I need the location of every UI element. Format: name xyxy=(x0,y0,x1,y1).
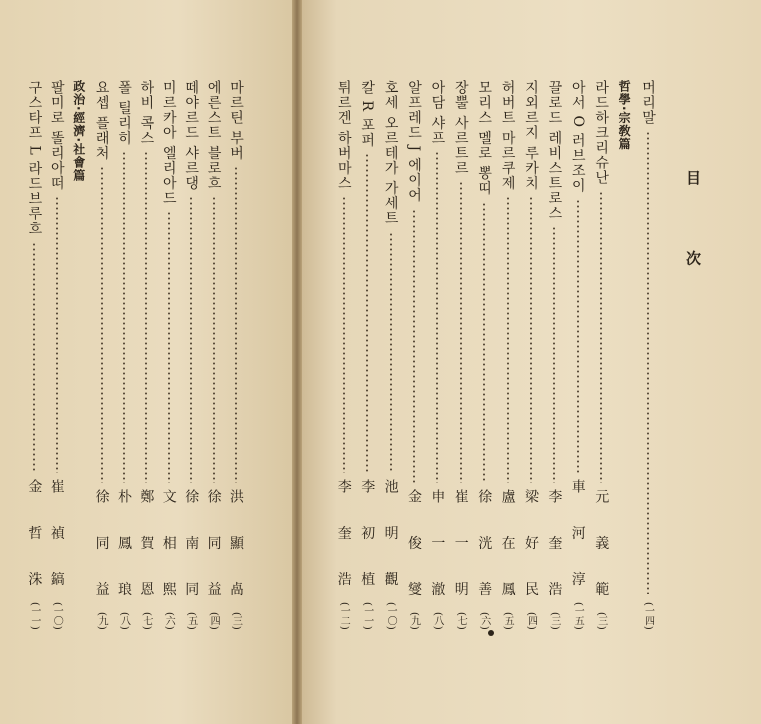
section-title: 政治·經濟·社會篇 xyxy=(71,80,86,183)
dot-leader xyxy=(343,196,345,473)
entry-title: 라드하크리슈난 xyxy=(593,80,610,185)
toc-entry xyxy=(334,80,354,630)
book-gutter xyxy=(292,0,302,724)
toc-entry xyxy=(591,80,611,630)
entry-author: 李 初 植 xyxy=(359,479,376,601)
dot-leader xyxy=(123,151,125,483)
entry-page-number: (三) xyxy=(548,612,560,630)
entry-title: 미르카아 엘리아드 xyxy=(160,80,177,206)
entry-page-number: (七) xyxy=(455,612,467,630)
entry-title: 아담 샤프 xyxy=(429,80,446,146)
entry-page-number: (一一) xyxy=(28,602,40,630)
entry-author: 徐 南 同 xyxy=(183,489,200,611)
entry-page-number: (三) xyxy=(230,612,242,630)
entry-title: 팔미로 똘리아떠 xyxy=(48,80,65,191)
entry-author: 申 一 澈 xyxy=(429,489,446,611)
entry-title: 허버트 마르쿠제 xyxy=(499,80,516,191)
entry-author: 金 俊 燮 xyxy=(406,489,422,611)
entry-author: 徐 洸 善 xyxy=(476,489,493,611)
dot-leader xyxy=(530,196,532,483)
toc-entry xyxy=(498,80,518,630)
dot-leader xyxy=(145,151,147,483)
entry-author: 崔 一 明 xyxy=(452,489,469,611)
entry-page-number: (九) xyxy=(96,612,108,630)
entry-author: 洪 顯 卨 xyxy=(228,489,244,611)
entry-title: 아서 O 러브조이 xyxy=(569,80,586,194)
toc-entry xyxy=(204,80,224,630)
entry-title: 튀르겐 하버마스 xyxy=(335,80,352,191)
entry-title: 하비 콕스 xyxy=(138,80,155,146)
entry-title: 끌로드 레비스트로스 xyxy=(546,80,563,221)
entry-author: 池 明 觀 xyxy=(382,479,399,601)
entry-page-number: (一一) xyxy=(361,602,373,630)
dot-leader xyxy=(483,202,485,483)
dot-leader xyxy=(413,209,415,484)
toc-entry xyxy=(24,80,44,630)
entry-page-number: (一〇) xyxy=(51,602,63,630)
toc-entry xyxy=(381,80,401,630)
toc-entry xyxy=(357,80,377,630)
dot-leader xyxy=(56,196,58,473)
entry-title: 칼 R 포퍼 xyxy=(359,80,376,148)
entry-title: 지외르지 루카치 xyxy=(523,80,539,191)
dot-leader xyxy=(213,196,215,483)
toc-entry xyxy=(521,80,541,630)
toc-entry xyxy=(226,80,246,630)
toc-entry xyxy=(544,80,564,630)
entry-title: 마르틴 부버 xyxy=(228,80,244,161)
toc-entry xyxy=(474,80,494,630)
entry-page-number: (一〇) xyxy=(385,602,397,630)
entry-title: 장뿔 사르트르 xyxy=(452,80,469,176)
dot-leader xyxy=(436,151,438,483)
toc-entry xyxy=(427,80,447,630)
dot-leader xyxy=(190,196,192,483)
entry-author: 盧 在 鳳 xyxy=(499,489,516,611)
entry-author: 徐 同 益 xyxy=(93,489,110,611)
dot-leader xyxy=(553,226,555,483)
toc-entry xyxy=(159,80,179,630)
entry-author: 鄭 賀 恩 xyxy=(138,489,155,611)
entry-author: 梁 好 民 xyxy=(523,489,539,611)
entry-page-number: (一五) xyxy=(572,602,584,630)
entry-author: 元 義 範 xyxy=(593,489,610,611)
dot-leader xyxy=(507,196,509,483)
toc-entry xyxy=(114,80,134,630)
entry-title: 에른스트 블로흐 xyxy=(205,80,222,191)
entry-page-number: (一二) xyxy=(338,602,350,630)
toc-entry xyxy=(181,80,201,630)
dot-leader xyxy=(577,199,579,473)
entry-page-number: (一四) xyxy=(642,602,654,630)
entry-page-number: (三) xyxy=(595,612,607,630)
entry-title: 구스타프 L 라드브루흐 xyxy=(26,80,43,237)
entry-title: 떼야르드 샤르댕 xyxy=(183,80,200,191)
toc-entry xyxy=(136,80,156,630)
entry-page-number: (七) xyxy=(140,612,152,630)
dot-leader xyxy=(460,181,462,483)
dot-leader xyxy=(101,166,103,483)
entry-author: 文 相 熙 xyxy=(160,489,177,611)
entry-title: 머리말 xyxy=(640,80,656,125)
dot-leader xyxy=(366,153,368,473)
dot-leader xyxy=(600,191,602,483)
entry-page-number: (六) xyxy=(163,612,175,630)
entry-title: 폴 틸리히 xyxy=(116,80,132,146)
toc-entry xyxy=(404,80,424,630)
entry-author: 李 奎 浩 xyxy=(546,489,563,611)
entry-page-number: (六) xyxy=(478,612,490,630)
dot-leader xyxy=(235,166,237,483)
toc-entry xyxy=(47,80,67,630)
toc-heading: 目 次 xyxy=(684,170,702,296)
toc-entry xyxy=(451,80,471,630)
toc-entry xyxy=(638,80,658,630)
dot-leader xyxy=(390,232,392,473)
dot-leader xyxy=(33,242,35,473)
entry-author: 崔 禎 鎬 xyxy=(48,479,65,601)
dot-leader xyxy=(647,131,649,594)
entry-page-number: (九) xyxy=(408,612,420,630)
entry-title: 호세 오르테가 가세트 xyxy=(382,80,399,226)
entry-author: 車 河 淳 xyxy=(569,479,586,601)
entry-author: 徐 同 益 xyxy=(205,489,222,611)
entry-page-number: (五) xyxy=(185,612,197,630)
entry-author: 李 奎 浩 xyxy=(335,479,352,601)
toc-entry xyxy=(568,80,588,630)
entry-author: 朴 鳳 琅 xyxy=(116,489,132,611)
entry-title: 알프레드 J 에이어 xyxy=(406,80,422,203)
entry-page-number: (四) xyxy=(208,612,220,630)
entry-page-number: (五) xyxy=(502,612,514,630)
ink-spot xyxy=(488,630,494,636)
entry-author: 金 哲 洙 xyxy=(26,479,43,601)
entry-title: 요셉 플래처 xyxy=(93,80,110,161)
entry-title: 모리스 멜로 뽕띠 xyxy=(476,80,493,196)
section-title: 哲學·宗敎篇 xyxy=(617,80,632,151)
toc-entry xyxy=(92,80,112,630)
dot-leader xyxy=(168,211,170,483)
section-heading xyxy=(615,80,635,220)
entry-page-number: (八) xyxy=(118,612,130,630)
entry-page-number: (八) xyxy=(431,612,443,630)
section-heading xyxy=(69,80,89,220)
entry-page-number: (四) xyxy=(525,612,537,630)
